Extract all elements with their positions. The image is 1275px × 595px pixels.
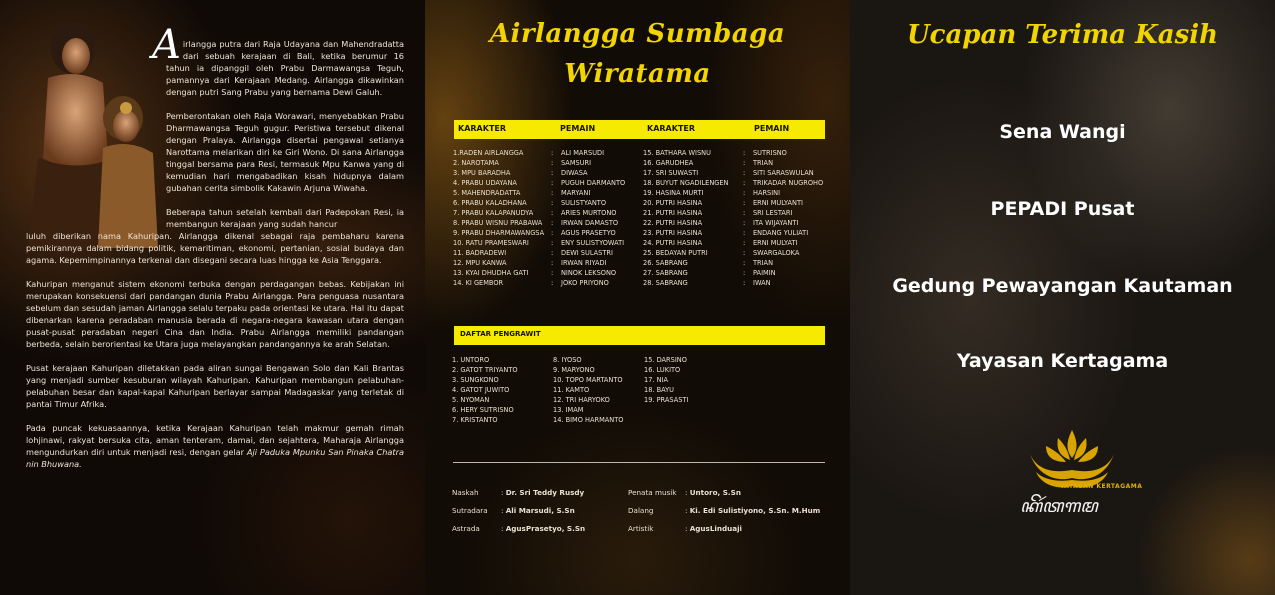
header-karakter: KARAKTER	[647, 124, 696, 133]
colon: :	[743, 179, 746, 187]
cast-actor: ITA WIJAYANTI	[753, 219, 799, 227]
credit-name: AgusLinduaji	[689, 524, 743, 533]
cast-role: 12. MPU KANWA	[453, 259, 507, 267]
colon: :	[685, 524, 690, 533]
pengrawit-name: 8. IYOSO	[553, 356, 582, 364]
pengrawit-name: 5. NYOMAN	[452, 396, 490, 404]
colon: :	[501, 506, 506, 515]
credit-name: Untoro, S.Sn	[689, 488, 741, 497]
story-paragraph: Pada puncak kekuasaannya, ketika Kerajaan Kahuripan telah makmur gemah rimah lohjinawi, rakyat bersuka cita, aman tenteram, damai, dan sejahtera, Maharaja Airlangga mengundurkan diri untuk menjadi resi, dengan gelar	[26, 423, 404, 457]
colon: :	[551, 209, 554, 217]
colon: :	[743, 259, 746, 267]
cast-role: 3. MPU BARADHA	[453, 169, 511, 177]
cast-role: 2. NAROTAMA	[453, 159, 499, 167]
thanks-item: Yayasan Kertagama	[956, 350, 1169, 372]
cast-role: 14. KI GEMBOR	[453, 279, 504, 287]
colon: :	[743, 189, 746, 197]
cast-actor: TRIAN	[753, 159, 773, 167]
cast-actor: JOKO PRIYONO	[561, 279, 609, 287]
credit-value	[685, 524, 820, 542]
cast-role: 10. RATU PRAMESWARI	[453, 239, 529, 247]
cast-role: 22. PUTRI HASINA	[643, 219, 703, 227]
cast-role: 23. PUTRI HASINA	[643, 229, 703, 237]
header-karakter: KARAKTER	[458, 124, 507, 133]
cast-actor: ARIES MURTONO	[561, 209, 617, 217]
credit-label: Dalang	[628, 506, 654, 515]
cast-role: 8. PRABU WISNU PRABAWA	[453, 219, 543, 227]
cast-actor: ENDANG YULIATI	[753, 229, 809, 237]
colon: :	[501, 524, 506, 533]
cast-role: 17. SRI SUWASTI	[643, 169, 699, 177]
cast-actor: SULISTYANTO	[561, 199, 607, 207]
credit-label: Naskah	[452, 488, 479, 497]
story-paragraph: Pusat kerajaan Kahuripan diletakkan pada aliran sungai Bengawan Solo dan Kali Brantas yang menjadi sumber kesuburan wilayah Kahuripan. Kahuripan membangun pelabuhan-pelabuhan besar dan kapal-kapal Kahuripan berlayar sampai Madagaskar yang terletak di pantai Timur Afrika.	[26, 363, 404, 409]
credits-right-values	[685, 488, 820, 542]
story-paragraph: Kahuripan menganut sistem ekonomi terbuka dengan perdagangan bebas. Kebijakan ini merupakan konsekuensi dari pandangan dunia Prabu Airlangga. Para penguasa nusantara sebelum dan sesudah jaman Airlangga selalu terpaku pada orientasi ke utara. Hal itu dapat dibenarkan karena peradaban manusia berada di negara-negara kawasan utara dengan pusat-pusat peradaban negeri Cina dan India. Prabu Airlangga memiliki pandangan berbeda, selain berorientasi ke Utara juga melayangkan pandangannya ke arah Selatan.	[26, 279, 404, 349]
pengrawit-name: 14. BIMO HARMANTO	[553, 416, 624, 424]
cast-actor: IRWAN DAMASTO	[561, 219, 619, 227]
cast-role: 11. BADRADEWI	[453, 249, 507, 257]
drop-cap: A	[152, 22, 181, 68]
cast-role: 13. KYAI DHUDHA GATI	[453, 269, 529, 277]
pengrawit-name: 11. KAMTO	[553, 386, 590, 394]
colon: :	[551, 179, 554, 187]
credit-value	[685, 488, 820, 506]
colon: :	[551, 259, 554, 267]
cast-actor: MARYANI	[561, 189, 591, 197]
story-panel	[0, 0, 425, 595]
cast-colons-left	[551, 148, 553, 288]
colon: :	[551, 149, 554, 157]
credit-value	[685, 506, 820, 524]
colon: :	[743, 209, 746, 217]
cast-actor: ALI MARSUDI	[561, 149, 605, 157]
show-title: Airlangga Sumbaga	[489, 19, 786, 49]
cast-roles-left	[453, 148, 544, 288]
pengrawit-header: DAFTAR PENGRAWIT	[460, 330, 541, 338]
cast-actor: SRI LESTARI	[753, 209, 793, 217]
colon: :	[551, 229, 554, 237]
credit-value	[501, 488, 585, 506]
colon: :	[685, 506, 690, 515]
cast-actors-left	[561, 148, 625, 288]
credits-left-labels	[452, 488, 488, 542]
thanks-item: Gedung Pewayangan Kautaman	[892, 275, 1233, 297]
show-title-line2: Wiratama	[564, 59, 711, 89]
credit-name: Ki. Edi Sulistiyono, S.Sn. M.Hum	[689, 506, 821, 515]
colon: :	[743, 279, 746, 287]
cast-roles-right	[643, 148, 728, 288]
pengrawit-col-3	[644, 355, 688, 405]
pengrawit-name: 9. MARYONO	[553, 366, 595, 374]
cast-actor: SUTRISNO	[753, 149, 787, 157]
cast-actor: SWARGALOKA	[753, 249, 800, 257]
cast-role: 25. BEDAYAN PUTRI	[643, 249, 708, 257]
cast-role: 18. BUYUT NGADILENGEN	[643, 179, 729, 187]
cast-actor: NINOK LEKSONO	[561, 269, 617, 277]
cast-actor: HARSINI	[753, 189, 781, 197]
cast-actor: ERNI MULYATI	[753, 239, 798, 247]
credit-label: Penata musik	[628, 488, 677, 497]
cast-actor: DEWI SULASTRI	[561, 249, 613, 257]
colon: :	[743, 169, 746, 177]
pengrawit-name: 18. BAYU	[644, 386, 674, 394]
credit-label: Sutradara	[452, 506, 488, 515]
header-pemain: PEMAIN	[560, 124, 596, 133]
credit-name: AgusPrasetyo, S.Sn	[505, 524, 586, 533]
colon: :	[551, 269, 554, 277]
colon: :	[551, 199, 554, 207]
cast-role: 20. PUTRI HASINA	[643, 199, 703, 207]
cast-actor: ERNI MULYANTI	[753, 199, 803, 207]
pengrawit-name: 15. DARSINO	[644, 356, 687, 364]
pengrawit-name: 19. PRASASTI	[644, 396, 689, 404]
credit-label: Artistik	[628, 524, 654, 533]
cast-panel	[425, 0, 850, 595]
colon: :	[551, 249, 554, 257]
thanks-panel	[850, 0, 1275, 595]
cast-role: 5. MAHENDRADATTA	[453, 189, 521, 197]
credit-value	[501, 506, 585, 524]
colon: :	[551, 159, 554, 167]
cast-role: 24. PUTRI HASINA	[643, 239, 703, 247]
cast-role: 26. SABRANG	[643, 259, 688, 267]
javanese-script: ꦏꦼꦂꦠꦒꦩ	[1020, 496, 1098, 517]
cast-actor: SAMSURI	[561, 159, 592, 167]
pengrawit-name: 10. TOPO MARTANTO	[553, 376, 623, 384]
pengrawit-header-bar	[454, 326, 825, 345]
cast-actors-right	[753, 148, 823, 288]
cast-actor: PUGUH DARMANTO	[561, 179, 626, 187]
pengrawit-name: 1. UNTORO	[452, 356, 490, 364]
pengrawit-name: 17. NIA	[644, 376, 668, 384]
story-paragraph: irlangga putra dari Raja Udayana dan Mahendradatta dari sebuah kerajaan di Bali, ketika berumur 16 tahun ia dipanggil oleh Prabu Darmawangsa Teguh, pamannya dari Kerajaan Medang. Airlangga dikawinkan dengan putri Sang Prabu yang bernama Dewi Galuh.	[166, 39, 404, 97]
colon: :	[743, 159, 746, 167]
cast-role: 21. PUTRI HASINA	[643, 209, 703, 217]
colon: :	[743, 219, 746, 227]
story-text	[26, 22, 404, 482]
header-pemain: PEMAIN	[754, 124, 790, 133]
story-paragraph: luluh diberikan nama Kahuripan. Airlangga dikenal sebagai raja pembaharu karena pemikirannya dalam bidang politik, kemaritiman, ekonomi, pertanian, sosial budaya dan agama. Kepemimpinannya terkenal dan disegani secara luas hingga ke Asia Tenggara.	[26, 231, 404, 265]
pengrawit-col-1	[452, 355, 518, 425]
colon: :	[743, 199, 746, 207]
cast-actor: ENY SULISTYOWATI	[561, 239, 625, 247]
pengrawit-name: 12. TRI HARYOKO	[553, 396, 610, 404]
colon: :	[551, 219, 554, 227]
credit-name: Dr. Sri Teddy Rusdy	[505, 488, 585, 497]
story-paragraph: Pemberontakan oleh Raja Worawari, menyebabkan Prabu Dharmawangsa Teguh gugur. Peristiwa tersebut dikenal dengan Pralaya. Airlangga disertai pengawal setianya Narottama melarikan diri ke Giri Wono. Di sana Airlangga tinggal bersama para Resi, termasuk Mpu Kanwa yang di kemudian hari mengabadikan kisah hidupnya dalam gubahan cerita simbolik Kakawin Arjuna Wiwaha.	[166, 111, 404, 193]
cast-role: 27. SABRANG	[643, 269, 688, 277]
cast-header-bar	[454, 120, 825, 139]
colon: :	[743, 249, 746, 257]
cast-role: 19. HASINA MURTI	[643, 189, 704, 197]
cast-actor: TRIAN	[753, 259, 773, 267]
cast-actor: PAIMIN	[753, 269, 776, 277]
colon: :	[743, 149, 746, 157]
pengrawit-name: 6. HERY SUTRISNO	[452, 406, 514, 414]
cast-role: 16. GARUDHEA	[643, 159, 694, 167]
colon: :	[685, 488, 690, 497]
colon: :	[743, 239, 746, 247]
thanks-item: Sena Wangi	[999, 121, 1126, 143]
story-paragraph: Beberapa tahun setelah kembali dari Padepokan Resi, ia membangun kerajaan yang sudah hancur	[166, 207, 404, 229]
cast-role: 4. PRABU UDAYANA	[453, 179, 517, 187]
cast-role: 9. PRABU DHARMAWANGSA	[453, 229, 545, 237]
pengrawit-name: 7. KRISTANTO	[452, 416, 498, 424]
colon: :	[551, 189, 554, 197]
thanks-item: PEPADI Pusat	[990, 198, 1135, 220]
colon: :	[551, 169, 554, 177]
cast-colons-right	[743, 148, 745, 288]
colon: :	[743, 229, 746, 237]
yayasan-kertagama-logo	[1016, 420, 1128, 520]
cast-role: 28. SABRANG	[643, 279, 688, 287]
cast-actor: SITI SARASWULAN	[753, 169, 814, 177]
colon: :	[501, 488, 506, 497]
cast-role: 7. PRABU KALAPANUDYA	[453, 209, 534, 217]
divider	[453, 462, 825, 463]
cast-actor: IWAN	[753, 279, 771, 287]
colon: :	[551, 239, 554, 247]
colon: :	[551, 279, 554, 287]
credit-value	[501, 524, 585, 542]
pengrawit-name: 16. LUKITO	[644, 366, 681, 374]
credits-right-labels	[628, 488, 676, 542]
credit-label: Astrada	[452, 524, 480, 533]
pengrawit-col-2	[553, 355, 623, 425]
thanks-title: Ucapan Terima Kasih	[906, 20, 1219, 50]
royal-title: Aji Paduka Mpunku San Pinaka Chatra nin Bhuwana.	[26, 447, 404, 469]
credit-name: Ali Marsudi, S.Sn	[505, 506, 575, 515]
cast-role: 15. BATHARA WISNU	[643, 149, 711, 157]
logo-label: YAYASAN KERTAGAMA	[1060, 483, 1143, 490]
credits-left-values	[501, 488, 585, 542]
colon: :	[743, 269, 746, 277]
cast-actor: TRIKADAR NUGROHO	[753, 179, 824, 187]
pengrawit-name: 3. SUNGKONO	[452, 376, 499, 384]
cast-actor: AGUS PRASETYO	[561, 229, 616, 237]
cast-actor: DIWASA	[561, 169, 588, 177]
cast-actor: IRWAN RIYADI	[561, 259, 607, 267]
cast-role: 6. PRABU KALADHANA	[453, 199, 527, 207]
cast-role: 1.RADEN AIRLANGGA	[453, 149, 524, 157]
pengrawit-name: 13. IMAM	[553, 406, 584, 414]
pengrawit-name: 4. GATOT JUWITO	[452, 386, 510, 394]
pengrawit-name: 2. GATOT TRIYANTO	[452, 366, 518, 374]
